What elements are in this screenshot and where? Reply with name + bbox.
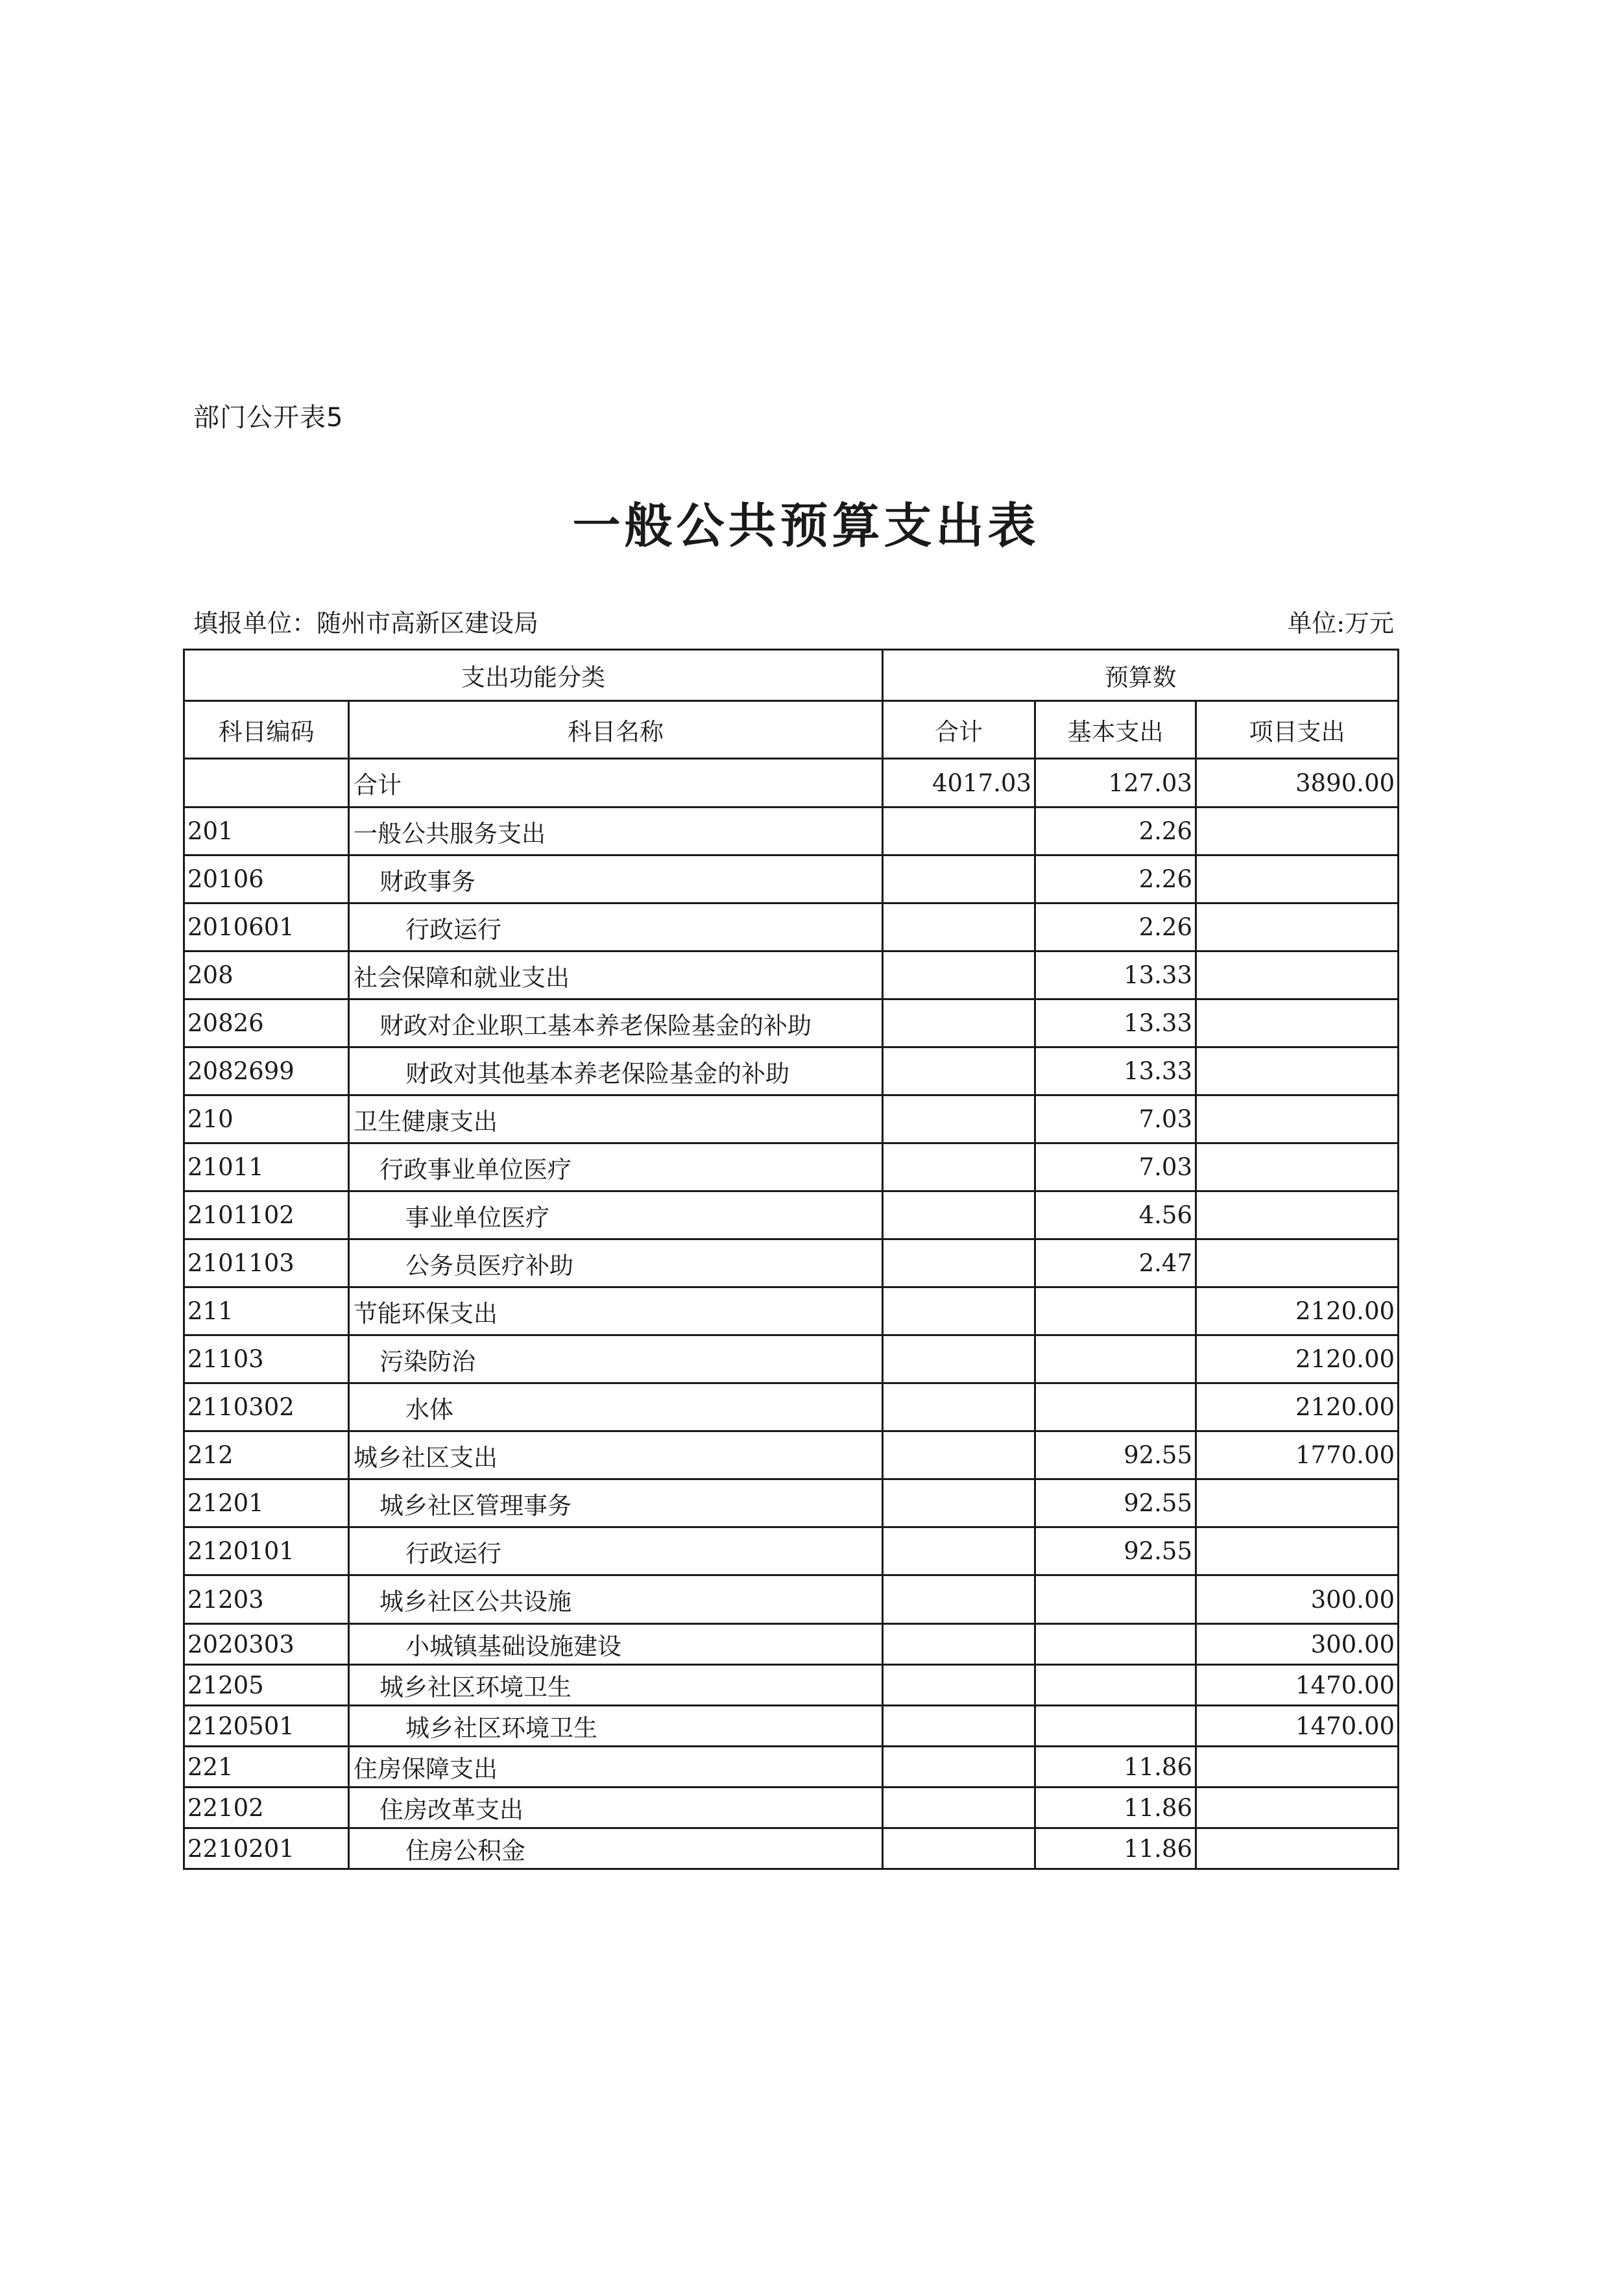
row-total-cell [883,1191,1035,1239]
row-basic-cell: 4.56 [1035,1191,1196,1239]
row-name-cell: 卫生健康支出 [349,1095,883,1143]
row-total-cell [883,1095,1035,1143]
row-code-cell: 208 [184,951,349,999]
table-row [184,1047,1399,1095]
row-total-cell [883,1335,1035,1383]
row-basic-cell: 92.55 [1035,1431,1196,1479]
table-row [184,1624,1399,1665]
row-name-cell: 水体 [349,1383,883,1431]
row-code-cell: 2110302 [184,1383,349,1431]
table-row [184,1747,1399,1788]
row-code-cell: 221 [184,1747,349,1788]
row-project-cell: 1470.00 [1196,1706,1399,1747]
row-code-cell: 2120501 [184,1706,349,1747]
row-project-cell [1196,1527,1399,1575]
row-total-cell [883,1527,1035,1575]
row-code-cell: 21011 [184,1143,349,1191]
header-row-columns [184,701,1399,759]
row-basic-cell [1035,1706,1196,1747]
row-basic-cell: 7.03 [1035,1095,1196,1143]
row-code-cell: 21103 [184,1335,349,1383]
row-project-cell [1196,1191,1399,1239]
row-code-cell: 2101103 [184,1239,349,1287]
header-group-functional-class: 支出功能分类 [184,650,883,701]
row-basic-cell: 2.26 [1035,903,1196,951]
table-row [184,855,1399,903]
table-row [184,1665,1399,1706]
row-basic-cell [1035,1335,1196,1383]
row-code-cell: 201 [184,807,349,855]
total-sum-cell: 4017.03 [883,759,1035,807]
row-project-cell: 2120.00 [1196,1335,1399,1383]
row-code-cell: 20826 [184,999,349,1047]
row-name-cell: 财政对企业职工基本养老保险基金的补助 [349,999,883,1047]
row-name-cell: 财政事务 [349,855,883,903]
total-code-cell [184,759,349,807]
row-basic-cell: 13.33 [1035,999,1196,1047]
row-name-cell: 城乡社区管理事务 [349,1479,883,1527]
row-name-cell: 一般公共服务支出 [349,807,883,855]
row-code-cell: 20106 [184,855,349,903]
row-basic-cell: 11.86 [1035,1788,1196,1828]
header-code: 科目编码 [184,701,349,759]
row-name-cell: 行政事业单位医疗 [349,1143,883,1191]
row-project-cell [1196,951,1399,999]
row-total-cell [883,903,1035,951]
header-row-group [184,650,1399,701]
table-row [184,1828,1399,1869]
row-code-cell: 22102 [184,1788,349,1828]
total-row [184,759,1399,807]
row-basic-cell [1035,1665,1196,1706]
row-name-cell: 住房保障支出 [349,1747,883,1788]
table-row [184,1095,1399,1143]
table-row [184,1383,1399,1431]
row-project-cell [1196,1479,1399,1527]
row-name-cell: 城乡社区公共设施 [349,1575,883,1624]
filling-unit: 填报单位：随州市高新区建设局 [193,609,539,638]
row-name-cell: 城乡社区支出 [349,1431,883,1479]
row-total-cell [883,1828,1035,1869]
row-basic-cell [1035,1624,1196,1665]
header-group-budget: 预算数 [883,650,1399,701]
row-code-cell: 2010601 [184,903,349,951]
row-basic-cell: 2.26 [1035,855,1196,903]
row-basic-cell [1035,1575,1196,1624]
page-title: 一般公共预算支出表 [572,498,1040,554]
row-project-cell [1196,999,1399,1047]
row-name-cell: 财政对其他基本养老保险基金的补助 [349,1047,883,1095]
row-name-cell: 公务员医疗补助 [349,1239,883,1287]
table-row [184,1706,1399,1747]
table-body [184,650,1399,1869]
row-total-cell [883,1383,1035,1431]
row-code-cell: 2082699 [184,1047,349,1095]
row-name-cell: 城乡社区环境卫生 [349,1665,883,1706]
row-name-cell: 城乡社区环境卫生 [349,1706,883,1747]
row-total-cell [883,1575,1035,1624]
form-id: 部门公开表5 [193,403,344,433]
row-total-cell [883,1287,1035,1335]
row-name-cell: 行政运行 [349,903,883,951]
table-row [184,1788,1399,1828]
row-basic-cell: 92.55 [1035,1527,1196,1575]
currency-unit: 单位:万元 [1287,609,1394,638]
row-total-cell [883,1624,1035,1665]
row-code-cell: 21203 [184,1575,349,1624]
row-code-cell: 21201 [184,1479,349,1527]
row-project-cell [1196,855,1399,903]
row-basic-cell: 13.33 [1035,1047,1196,1095]
row-project-cell [1196,1239,1399,1287]
row-total-cell [883,951,1035,999]
row-project-cell: 1770.00 [1196,1431,1399,1479]
row-project-cell: 2120.00 [1196,1287,1399,1335]
row-project-cell [1196,1095,1399,1143]
row-project-cell [1196,807,1399,855]
table-row [184,1575,1399,1624]
table-row [184,903,1399,951]
row-project-cell [1196,1047,1399,1095]
row-total-cell [883,855,1035,903]
total-basic-cell: 127.03 [1035,759,1196,807]
row-code-cell: 211 [184,1287,349,1335]
row-code-cell: 21205 [184,1665,349,1706]
row-project-cell: 300.00 [1196,1575,1399,1624]
row-total-cell [883,1706,1035,1747]
header-project: 项目支出 [1196,701,1399,759]
row-code-cell: 2101102 [184,1191,349,1239]
table-row [184,1527,1399,1575]
budget-table [183,649,1399,1870]
table-row [184,1431,1399,1479]
total-name-cell: 合计 [349,759,883,807]
row-total-cell [883,1747,1035,1788]
total-project-cell: 3890.00 [1196,759,1399,807]
row-project-cell [1196,1747,1399,1788]
row-name-cell: 住房公积金 [349,1828,883,1869]
row-basic-cell [1035,1383,1196,1431]
row-name-cell: 社会保障和就业支出 [349,951,883,999]
header-basic: 基本支出 [1035,701,1196,759]
row-code-cell: 2020303 [184,1624,349,1665]
row-project-cell [1196,1828,1399,1869]
row-project-cell: 2120.00 [1196,1383,1399,1431]
row-name-cell: 小城镇基础设施建设 [349,1624,883,1665]
row-basic-cell: 92.55 [1035,1479,1196,1527]
table-row [184,1335,1399,1383]
row-basic-cell: 2.47 [1035,1239,1196,1287]
row-basic-cell: 13.33 [1035,951,1196,999]
row-project-cell: 300.00 [1196,1624,1399,1665]
row-code-cell: 2120101 [184,1527,349,1575]
row-basic-cell [1035,1287,1196,1335]
table-row [184,1287,1399,1335]
row-total-cell [883,807,1035,855]
table-row [184,999,1399,1047]
row-basic-cell: 2.26 [1035,807,1196,855]
header-total: 合计 [883,701,1035,759]
row-total-cell [883,1665,1035,1706]
table-row [184,1143,1399,1191]
row-total-cell [883,1143,1035,1191]
header-name: 科目名称 [349,701,883,759]
row-total-cell [883,1239,1035,1287]
row-name-cell: 污染防治 [349,1335,883,1383]
row-basic-cell: 11.86 [1035,1747,1196,1788]
row-code-cell: 210 [184,1095,349,1143]
row-name-cell: 行政运行 [349,1527,883,1575]
row-code-cell: 212 [184,1431,349,1479]
row-basic-cell: 7.03 [1035,1143,1196,1191]
row-total-cell [883,1047,1035,1095]
table-row [184,951,1399,999]
table-row [184,1191,1399,1239]
row-name-cell: 节能环保支出 [349,1287,883,1335]
table-row [184,1479,1399,1527]
row-code-cell: 2210201 [184,1828,349,1869]
row-total-cell [883,1431,1035,1479]
row-total-cell [883,1479,1035,1527]
table-row [184,807,1399,855]
row-total-cell [883,999,1035,1047]
row-project-cell [1196,1143,1399,1191]
row-total-cell [883,1788,1035,1828]
row-project-cell [1196,903,1399,951]
row-name-cell: 事业单位医疗 [349,1191,883,1239]
row-project-cell: 1470.00 [1196,1665,1399,1706]
row-basic-cell: 11.86 [1035,1828,1196,1869]
row-name-cell: 住房改革支出 [349,1788,883,1828]
row-project-cell [1196,1788,1399,1828]
table-row [184,1239,1399,1287]
